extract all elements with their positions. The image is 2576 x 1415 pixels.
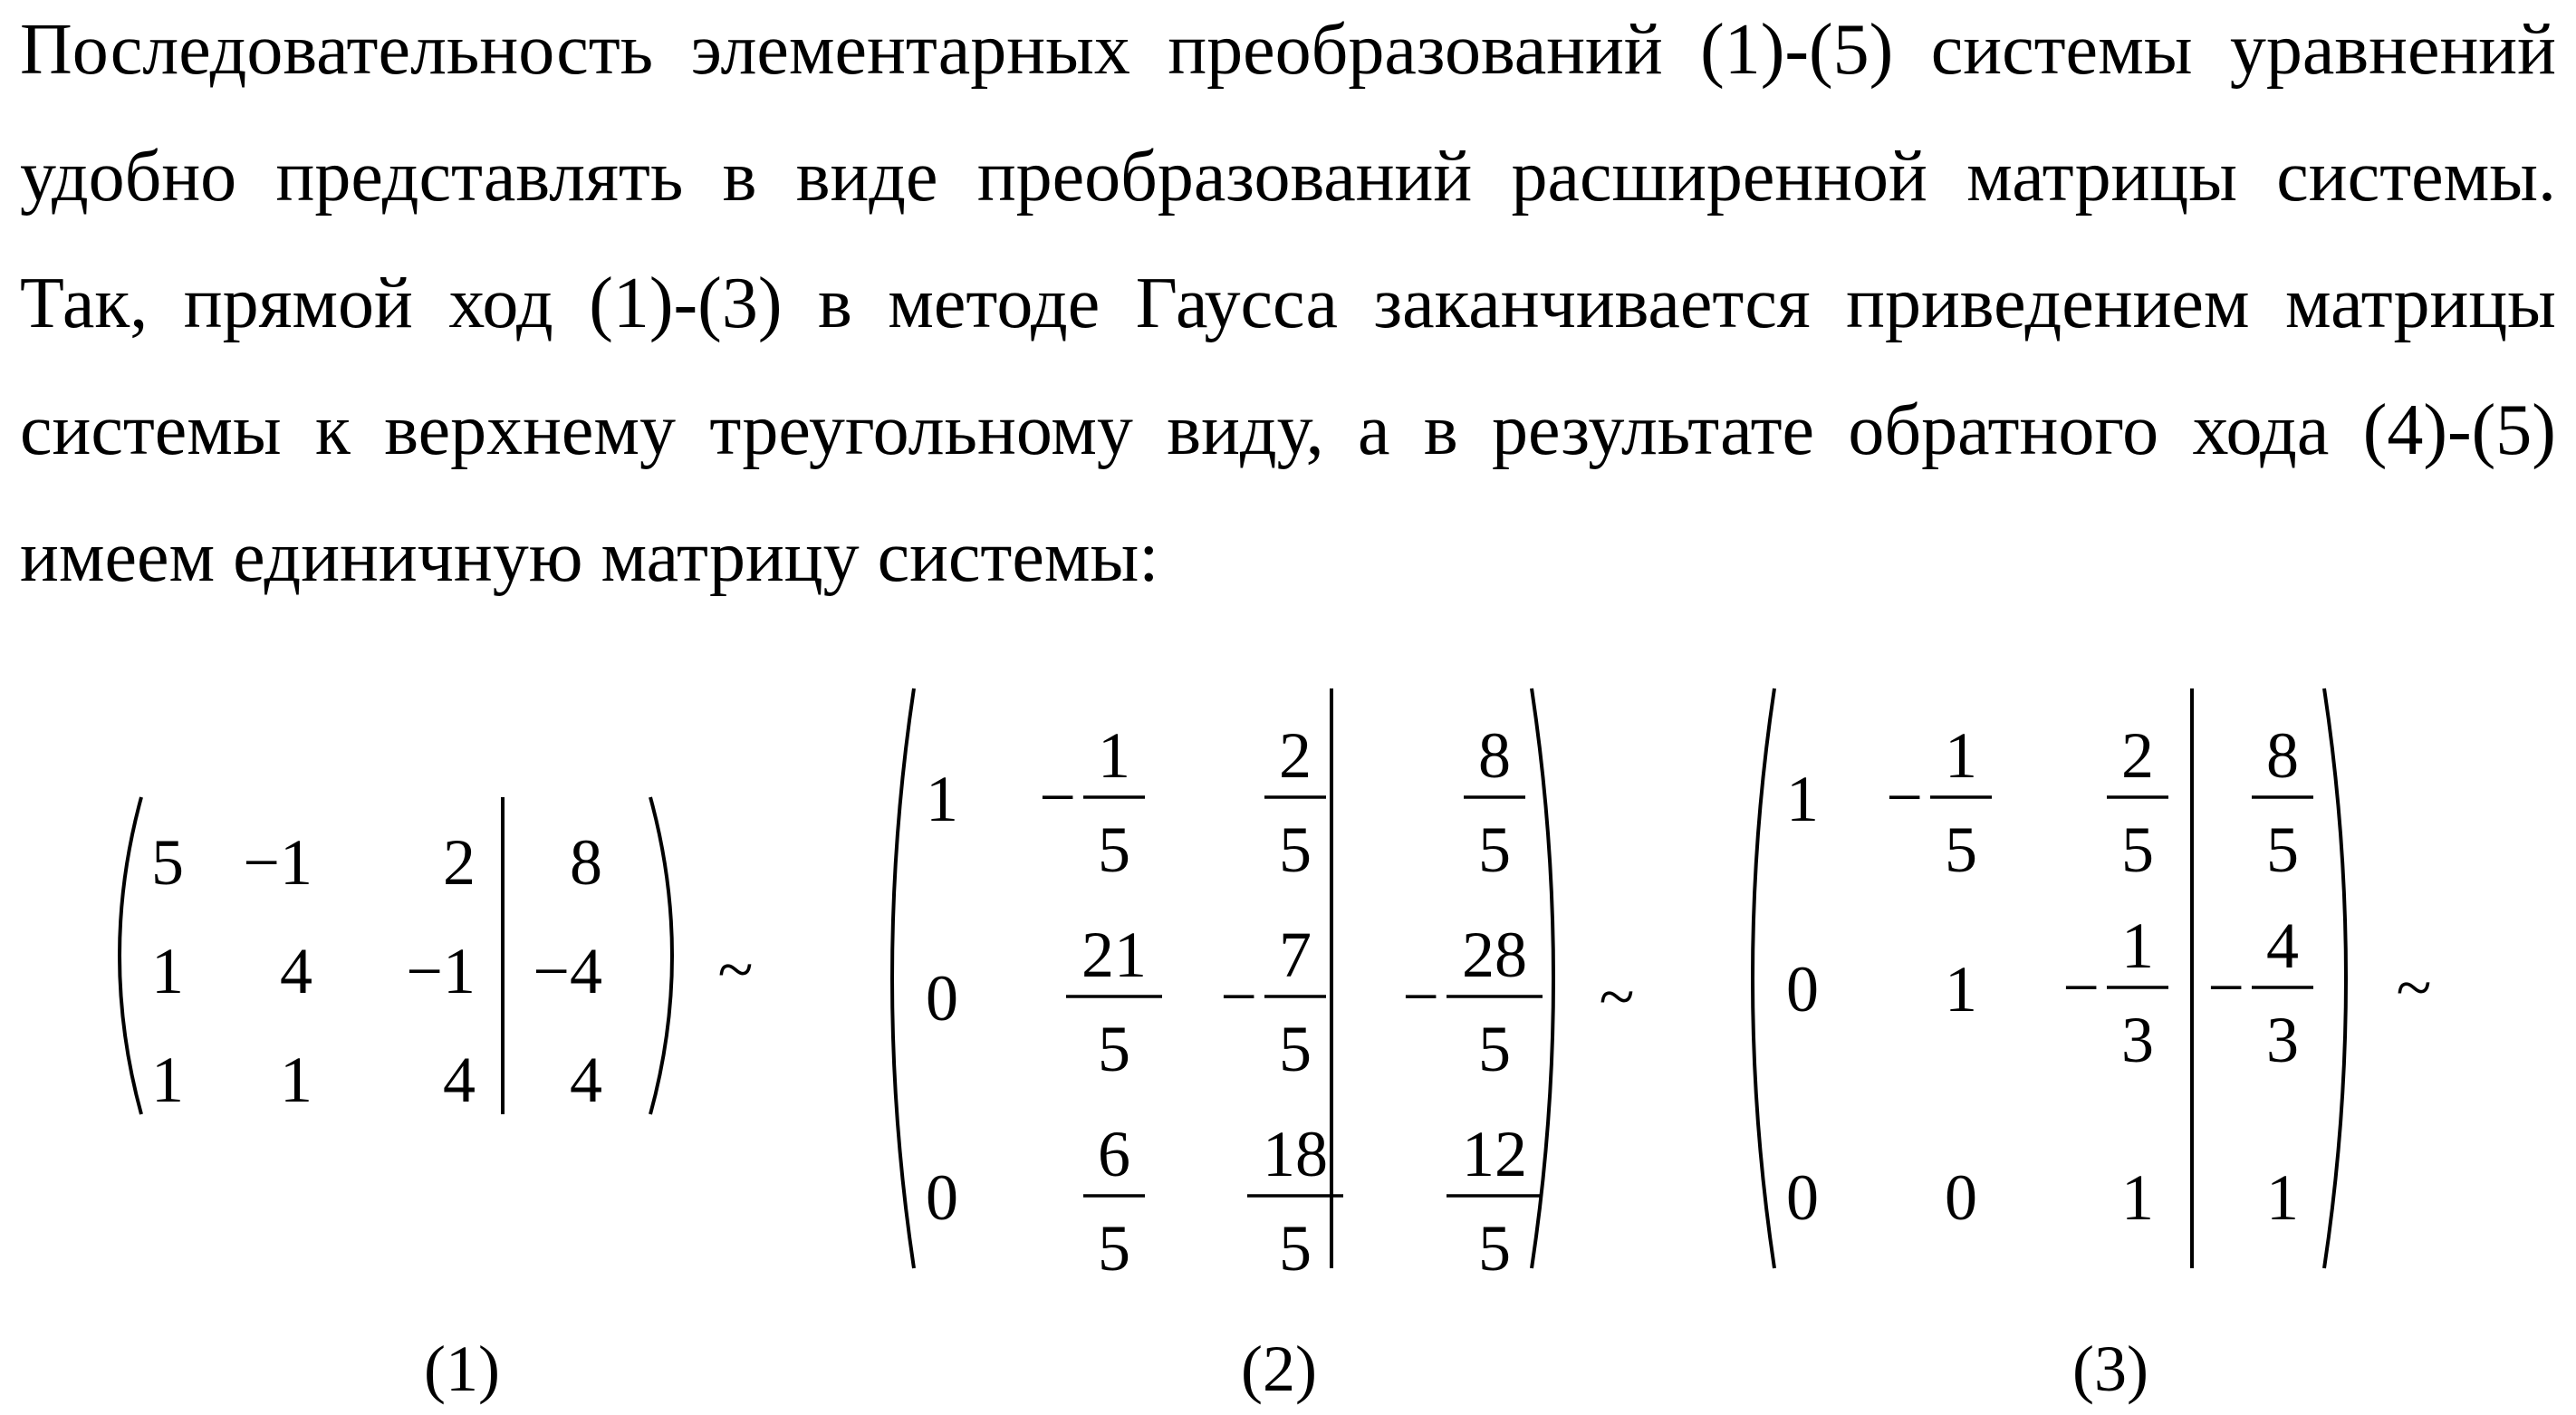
- matrix-entry: 5: [151, 826, 184, 899]
- word: прямой: [183, 264, 413, 343]
- minus-sign: −: [1039, 761, 1076, 833]
- word: в: [817, 264, 852, 343]
- fraction-numerator: 2: [2121, 719, 2154, 792]
- word: а: [1357, 390, 1390, 470]
- right-bracket: [650, 797, 672, 1114]
- fraction-numerator: 8: [1478, 719, 1511, 792]
- fraction-denominator: 5: [1478, 813, 1511, 886]
- word: виду,: [1167, 390, 1324, 470]
- fraction-numerator: 1: [1098, 719, 1130, 792]
- matrix-entry: −1: [243, 826, 312, 899]
- matrix-entry: 1: [2266, 1161, 2299, 1234]
- word: системы.: [2276, 137, 2556, 217]
- equivalence-tilde: ~: [1599, 960, 1635, 1033]
- word: системы: [1930, 10, 2193, 90]
- fraction-denominator: 5: [1279, 813, 1312, 886]
- matrix-entry: 1: [280, 1044, 312, 1116]
- matrix-entry: 1: [1786, 763, 1819, 835]
- matrix-entry: 1: [2121, 1161, 2154, 1234]
- left-bracket: [892, 688, 914, 1268]
- word: результате: [1491, 390, 1815, 470]
- word: (1)-(3): [589, 264, 783, 343]
- equation-label: (3): [2072, 1333, 2148, 1405]
- fraction-numerator: 2: [1279, 719, 1312, 792]
- matrix-entry: −4: [533, 935, 602, 1007]
- word: заканчивается: [1373, 264, 1811, 343]
- word: удобно: [20, 137, 237, 217]
- minus-sign: −: [2062, 951, 2100, 1024]
- word: (4)-(5): [2362, 390, 2556, 470]
- word: имеем единичную матрицу системы:: [20, 517, 1159, 597]
- fraction-denominator: 5: [1478, 1212, 1511, 1285]
- word: матрицы: [2285, 264, 2556, 343]
- equivalence-tilde: ~: [717, 933, 754, 1006]
- minus-sign: −: [1402, 960, 1439, 1033]
- word: матрицы: [1966, 137, 2237, 217]
- matrix-entry: 1: [151, 1044, 184, 1116]
- word: хода: [2192, 390, 2330, 470]
- matrix-entry: 2: [443, 826, 476, 899]
- word: системы: [20, 390, 282, 470]
- fraction-numerator: 6: [1098, 1118, 1130, 1190]
- matrix-entry: 1: [151, 935, 184, 1007]
- matrix-m1: [120, 797, 672, 1405]
- equivalence-tilde: ~: [2396, 951, 2432, 1024]
- fraction-denominator: 3: [2121, 1004, 2154, 1076]
- fraction-denominator: 3: [2266, 1004, 2299, 1076]
- minus-sign: −: [1886, 761, 1923, 833]
- fraction-numerator: 12: [1462, 1118, 1527, 1190]
- fraction-denominator: 5: [2121, 813, 2154, 886]
- fraction-denominator: 5: [1098, 1212, 1130, 1285]
- matrix-entry: 0: [1786, 953, 1819, 1025]
- fraction-numerator: 1: [2121, 910, 2154, 982]
- minus-sign: −: [2207, 951, 2244, 1024]
- word: представлять: [275, 137, 684, 217]
- left-bracket: [1753, 688, 1774, 1268]
- matrix-entry: 0: [926, 1161, 958, 1234]
- fraction-numerator: 21: [1081, 919, 1147, 991]
- fraction-denominator: 5: [1279, 1013, 1312, 1085]
- word: верхнему: [384, 390, 677, 470]
- fraction-denominator: 5: [1478, 1013, 1511, 1085]
- matrix-entry: 0: [1786, 1161, 1819, 1234]
- word: к: [315, 390, 351, 470]
- word: (1)-(5): [1700, 10, 1894, 90]
- right-bracket: [1532, 688, 1553, 1268]
- fraction-numerator: 1: [1945, 719, 1977, 792]
- word: Так,: [20, 264, 149, 343]
- matrix-entry: 4: [280, 935, 312, 1007]
- fraction-denominator: 5: [2266, 813, 2299, 886]
- word: Последовательность: [20, 10, 654, 90]
- word: методе: [888, 264, 1101, 343]
- word: уравнений: [2229, 10, 2556, 90]
- equation-label: (1): [424, 1333, 500, 1405]
- fraction-denominator: 5: [1098, 1013, 1130, 1085]
- fraction-numerator: 4: [2266, 910, 2299, 982]
- matrix-entry: 4: [570, 1044, 602, 1116]
- minus-sign: −: [1220, 960, 1257, 1033]
- equation-label: (2): [1241, 1333, 1317, 1405]
- matrix-entry: 0: [926, 962, 958, 1035]
- matrix-entry: 1: [926, 763, 958, 835]
- word: обратного: [1848, 390, 2159, 470]
- word: приведением: [1846, 264, 2250, 343]
- word: расширенной: [1511, 137, 1927, 217]
- right-bracket: [2324, 688, 2346, 1268]
- word: преобразований: [1168, 10, 1663, 90]
- matrix-entry: 8: [570, 826, 602, 899]
- word: в: [722, 137, 757, 217]
- fraction-denominator: 5: [1279, 1212, 1312, 1285]
- fraction-numerator: 7: [1279, 919, 1312, 991]
- word: виде: [795, 137, 938, 217]
- word: ход: [448, 264, 553, 343]
- left-bracket: [120, 797, 141, 1114]
- matrix-entry: −1: [406, 935, 476, 1007]
- matrix-m2: [892, 688, 1553, 1405]
- fraction-numerator: 28: [1462, 919, 1527, 991]
- fraction-denominator: 5: [1098, 813, 1130, 886]
- word: элементарных: [690, 10, 1130, 90]
- word: Гаусса: [1135, 264, 1338, 343]
- fraction-denominator: 5: [1945, 813, 1977, 886]
- fraction-numerator: 8: [2266, 719, 2299, 792]
- fraction-numerator: 18: [1263, 1118, 1328, 1190]
- matrix-m3: [1753, 688, 2346, 1405]
- word: треугольному: [709, 390, 1133, 470]
- matrix-entry: 1: [1945, 953, 1977, 1025]
- matrix-entry: 0: [1945, 1161, 1977, 1234]
- matrix-entry: 4: [443, 1044, 476, 1116]
- word: в: [1423, 390, 1458, 470]
- word: преобразований: [976, 137, 1473, 217]
